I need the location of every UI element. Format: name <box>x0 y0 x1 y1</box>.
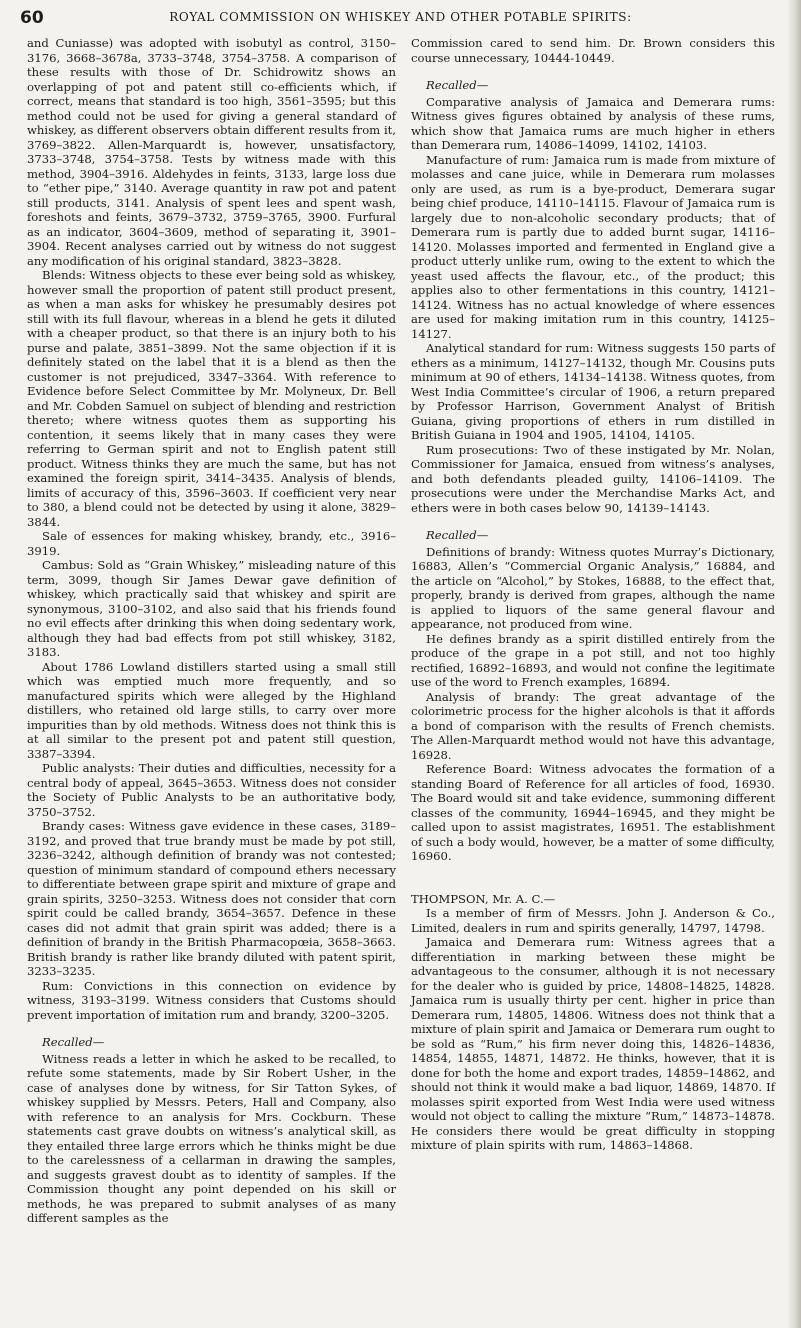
witness-name-heading: THOMPSON, Mr. A. C.— <box>411 891 556 906</box>
paragraph: Analytical standard for rum: Witness suggests 150 parts of ethers as a minimum, 14127–14132, though Mr. Cousins puts minimum at 90 of ethers, 14134–14138. Witness quotes, from West India Committee’s circular of 1906, a return prepared by Professor Harrison, Government Analyst of British Guiana, giving proportions of ethers in rum distilled in British Guiana in 1904 and 1905, 14104, 14105. <box>411 341 775 442</box>
paragraph: Commission cared to send him. Dr. Brown considers this course unnecessary, 10444-10449. <box>411 36 775 65</box>
paragraph: Manufacture of rum: Jamaica rum is made from mixture of molasses and cane juice, while in Demerara rum molasses only are used, as rum is a bye-product, Demerara sugar being chief produce, 14110–14115. Flavour of Jamaica rum is largely due to non-alcoholic secondary products; that of Demerara rum is partly due to added burnt sugar, 14116–14120. Molasses imported and fermented in England give a product utterly unlike rum, owing to the extent to which the yeast used affects the flavour, etc., of the product; this applies also to other fermentations in this country, 14121–14124. Witness has no actual knowledge of where essences are used for making imitation rum in this country, 14125–14127. <box>411 152 775 341</box>
paragraph: Brandy cases: Witness gave evidence in these cases, 3189–3192, and proved that true brandy must be made by pot still, 3236–3242, although definition of brandy was not contested; question of minimum standard of compound ethers necessary to differentiate between grape spirit and mixture of grape and grain spirits, 3250–3253. Witness does not consider that corn spirit could be called brandy, 3654–3657. Defence in these cases did not admit that grain spirit was added; there is a definition of brandy in the British Pharmacopœia, 3658–3663. British brandy is rather like brandy diluted with patent spirit, 3233–3235. <box>27 819 396 978</box>
paragraph: Reference Board: Witness advocates the formation of a standing Board of Reference for all articles of food, 16930. The Board would sit and take evidence, summoning different classes of the community, 16944–16945, and they might be called upon to assist magistrates, 16951. The establishment of such a body would, however, be a matter of some difficulty, 16960. <box>411 762 775 863</box>
paragraph: Rum: Convictions in this connection on evidence by witness, 3193–3199. Witness considers that Customs should prevent importation of imitation rum and brandy, 3200–3205. <box>27 978 396 1022</box>
paragraph: Is a member of firm of Messrs. John J. Anderson & Co., Limited, dealers in rum and spirits generally, 14797, 14798. <box>411 906 775 935</box>
left-column <box>27 36 396 1226</box>
paragraph: Rum prosecutions: Two of these instigated by Mr. Nolan, Commissioner for Jamaica, ensued from witness’s analyses, and both defendants pleaded guilty, 14106–14109. The prosecutions were under the Merchandise Marks Act, and ethers were in both cases below 90, 14139–14143. <box>411 442 775 515</box>
right-column <box>411 36 775 1153</box>
paragraph: Definitions of brandy: Witness quotes Murray’s Dictionary, 16883, Allen’s “Commercial Organic Analysis,” 16884, and the article on “Alcohol,” by Stokes, 16888, to the effect that, properly, brandy is derived from grapes, although the name is applied to liquors of the same general flavour and appearance, not produced from wine. <box>411 544 775 631</box>
page-edge-shadow <box>787 0 801 1328</box>
paragraph: Comparative analysis of Jamaica and Demerara rums: Witness gives figures obtained by analysis of these rums, which show that Jamaica rums are much higher in ethers than Demerara rum, 14086–14099, 14102, 14103. <box>411 94 775 152</box>
paragraph: and Cuniasse) was adopted with isobutyl as control, 3150–3176, 3668–3678a, 3733–3748, 3754–3758. A comparison of these results with those of Dr. Schidrowitz shows an overlapping of pot and patent still co-efficients which, if correct, means that standard is too high, 3561–3595; but this method could not be used for giving a general standard of whiskey, as different observers obtain different results from it, 3769–3822. Allen-Marquardt is, however, unsatisfactory, 3733–3748, 3754–3758. Tests by witness made with this method, 3904–3916. Aldehydes in feints, 3133, large loss due to “ether pipe,” 3140. Average quantity in raw pot and patent still products, 3141. Analysis of spent lees and spent wash, foreshots and feints, 3679–3732, 3759–3765, 3900. Furfural as an indicator, 3604–3609, method of separating it, 3901–3904. Recent analyses carried out by witness do not suggest any modification of his original standard, 3823–3828. <box>27 36 396 268</box>
paragraph: Witness reads a letter in which he asked to be recalled, to refute some statements, made by Sir Robert Usher, in the case of analyses done by witness, for Sir Tatton Sykes, of whiskey supplied by Messrs. Peters, Hall and Company, also with reference to an analysis for Mrs. Cockburn. These statements cast grave doubts on witness’s analytical skill, as they entailed three large errors which he thinks might be due to the carelessness of a cellarman in drawing the samples, and suggests gravest doubt as to identity of samples. If the Commission thought any point depended on his skill or methods, he was prepared to submit analyses of as many different samples as the <box>27 1051 396 1225</box>
subheading-recalled: Recalled— <box>426 528 489 542</box>
paragraph: Analysis of brandy: The great advantage of the colorimetric process for the higher alcohols is that it affords a bond of comparison with the results of French chemists. The Allen-Marquardt method would not have this advantage, 16928. <box>411 689 775 762</box>
paragraph: Cambus: Sold as “Grain Whiskey,” misleading nature of this term, 3099, though Sir James Dewar gave definition of whiskey, which practically said that whiskey and spirit are synonymous, 3100–3102, and also said that his friends found no evil effects after drinking this when doing sedentary work, although they had bad effects from pot still whiskey, 3182, 3183. <box>27 558 396 659</box>
paragraph: Jamaica and Demerara rum: Witness agrees that a differentiation in marking between these might be advantageous to the consumer, although it is not necessary for the dealer who is guided by price, 14808–14825, 14828. Jamaica rum is usually thirty per cent. higher in price than Demerara rum, 14805, 14806. Witness does not think that a mixture of plain spirit and Jamaica or Demerara rum ought to be sold as “Rum,” his firm never doing this, 14826–14836, 14854, 14855, 14871, 14872. He thinks, however, that it is done for both the home and export trades, 14859–14862, and should not think it would make a bad liquor, 14869, 14870. If molasses spirit exported from West India were used witness would not object to calling the mixture “Rum,” 14873–14878. He considers there would be great difficulty in stopping mixture of plain spirits with rum, 14863–14868. <box>411 935 775 1152</box>
page-header <box>20 8 781 30</box>
paragraph: Public analysts: Their duties and difficulties, necessity for a central body of appeal, 3645–3653. Witness does not consider the Society of Public Analysts to be an authoritative body, 3750–3752. <box>27 761 396 819</box>
paragraph: Blends: Witness objects to these ever being sold as whiskey, however small the proportion of patent still product present, as when a man asks for whiskey he presumably desires pot still with its full flavour, whereas in a blend he gets it diluted with a cheaper product, so that there is an injury both to his purse and palate, 3851–3899. Not the same objection if it is definitely stated on the label that it is a blend as then the customer is not prejudiced, 3347–3364. With reference to Evidence before Select Committee by Mr. Molyneux, Dr. Bell and Mr. Cobden Samuel on subject of blending and restriction thereto; where witness quotes them as supporting his contention, it seems likely that in many cases they were referring to German spirit and not to English patent still product. Witness thinks they are much the same, but has not examined the foreign spirit, 3414–3435. Analysis of blends, limits of accuracy of this, 3596–3603. If coefficient very near to 380, a blend could not be detected by using it alone, 3829–3844. <box>27 268 396 529</box>
subheading-recalled: Recalled— <box>426 78 489 92</box>
paragraph: About 1786 Lowland distillers started using a small still which was emptied much more frequently, and so manufactured spirits which were alleged by the Highland distillers, who retained old large stills, to carry over more impurities than by old methods. Witness does not think this is at all similar to the present pot and patent still question, 3387–3394. <box>27 659 396 761</box>
paragraph: Sale of essences for making whiskey, brandy, etc., 3916–3919. <box>27 529 396 558</box>
page-number: 60 <box>20 8 44 28</box>
running-title: ROYAL COMMISSION ON WHISKEY AND OTHER POTABLE SPIRITS: <box>169 10 632 24</box>
subheading-recalled: Recalled— <box>42 1035 105 1049</box>
paragraph: He defines brandy as a spirit distilled entirely from the produce of the grape in a pot still, and not too highly rectified, 16892–16893, and would not confine the legitimate use of the word to French examples, 16894. <box>411 631 775 689</box>
